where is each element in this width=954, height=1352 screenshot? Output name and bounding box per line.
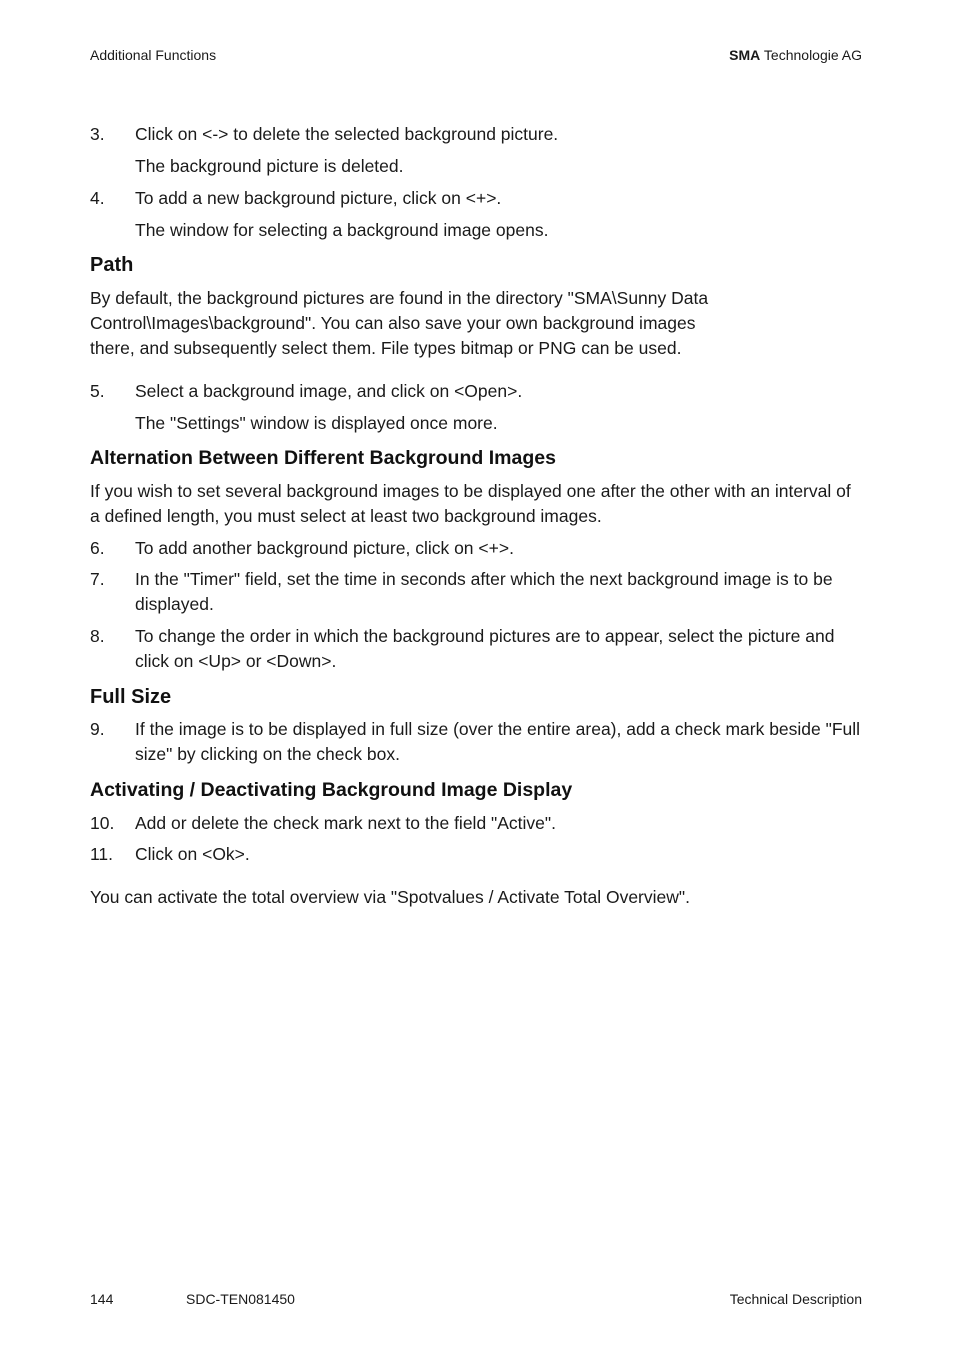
heading-activating: Activating / Deactivating Background Image Display bbox=[90, 779, 573, 801]
step-number: 7. bbox=[90, 569, 105, 589]
step-text: In the "Timer" field, set the time in seconds after which the next background image is to be displayed. bbox=[135, 569, 833, 614]
running-header-company bbox=[729, 46, 862, 64]
step-number: 8. bbox=[90, 626, 105, 646]
step-number: 4. bbox=[90, 188, 105, 208]
heading-path: Path bbox=[90, 254, 134, 276]
step-text: To change the order in which the background pictures are to appear, select the picture and click on <Up> or <Down>. bbox=[135, 626, 835, 671]
step-number: 10. bbox=[90, 813, 115, 833]
running-header-section: Additional Functions bbox=[90, 47, 217, 63]
page-number: 144 bbox=[90, 1291, 114, 1307]
step-text: To add a new background picture, click on <+>. bbox=[135, 188, 502, 208]
step-text: Select a background image, and click on <Open>. bbox=[135, 381, 523, 401]
company-name-rest: Technologie AG bbox=[760, 47, 862, 63]
step-number: 5. bbox=[90, 381, 105, 401]
heading-alternation: Alternation Between Different Background Images bbox=[90, 447, 556, 469]
company-name-bold: SMA bbox=[729, 47, 761, 63]
step-number: 9. bbox=[90, 719, 105, 739]
step-text: Click on <-> to delete the selected background picture. bbox=[135, 124, 559, 144]
document-code: SDC-TEN081450 bbox=[186, 1291, 295, 1307]
step-number: 3. bbox=[90, 124, 105, 144]
step-number: 11. bbox=[90, 844, 114, 864]
document-type: Technical Description bbox=[729, 1291, 862, 1307]
closing-paragraph: You can activate the total overview via "Spotvalues / Activate Total Overview". bbox=[90, 887, 690, 907]
step-result: The "Settings" window is displayed once more. bbox=[135, 413, 498, 433]
heading-full-size: Full Size bbox=[90, 686, 172, 708]
step-text: Click on <Ok>. bbox=[135, 844, 250, 864]
step-text: If the image is to be displayed in full size (over the entire area), add a check mark beside "Full size" by clicking on the check box. bbox=[135, 719, 861, 764]
step-result: The window for selecting a background image opens. bbox=[135, 220, 549, 240]
step-text: Add or delete the check mark next to the field "Active". bbox=[135, 813, 556, 833]
path-paragraph: By default, the background pictures are found in the directory "SMA\Sunny Data Control\Images\background". You can also save your own background images there, and subsequently select them. File types bitmap or PNG can be used. bbox=[90, 288, 709, 358]
step-text: To add another background picture, click on <+>. bbox=[135, 538, 514, 558]
step-result: The background picture is deleted. bbox=[135, 156, 404, 176]
alternation-paragraph: If you wish to set several background images to be displayed one after the other with an interval of a defined length, you must select at least two background images. bbox=[90, 481, 851, 526]
step-number: 6. bbox=[90, 538, 105, 558]
